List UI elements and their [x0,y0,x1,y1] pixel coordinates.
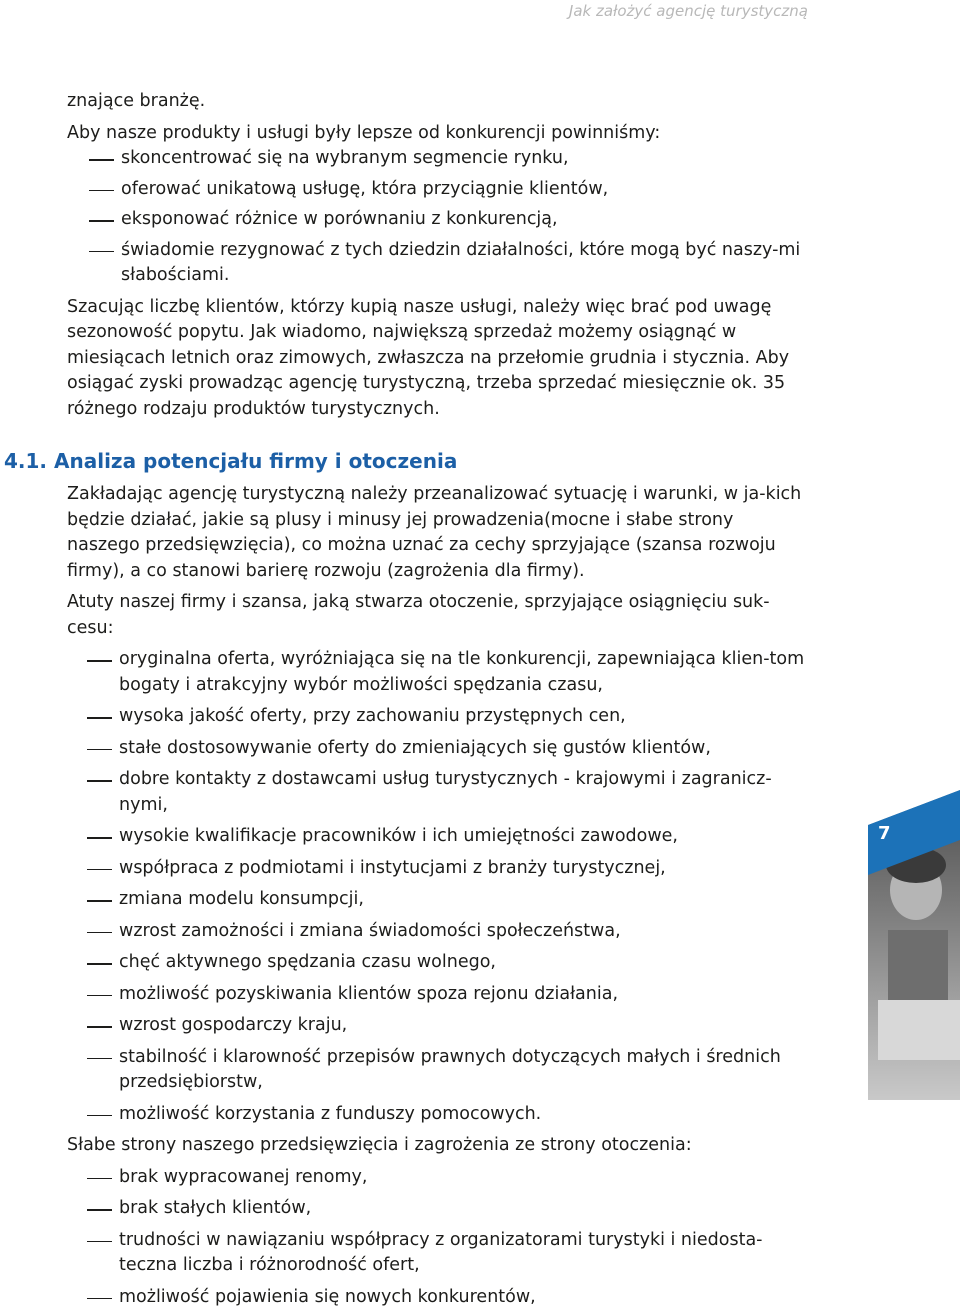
list-item: wzrost gospodarczy kraju, [93,1013,809,1039]
intro-list [64,146,809,289]
list-item: wysokie kwalifikacje pracowników i ich umiejętności zawodowe, [93,824,809,850]
list-item: chęć aktywnego spędzania czasu wolnego, [93,950,809,976]
weaknesses-lead: Słabe strony naszego przedsięwzięcia i zagrożenia ze strony otoczenia: [67,1135,692,1155]
weaknesses-list [93,1165,809,1311]
section-heading [4,449,457,473]
list-item: oferować unikatową usługę, która przyciągnie klientów, [64,177,809,203]
section-body [67,482,809,1316]
section-title: Analiza potencjału firmy i otoczenia [54,449,458,473]
intro-paragraph: Szacując liczbę klientów, którzy kupią nasze usługi, należy więc brać pod uwagę sezonowość popytu. Jak wiadomo, największą sprzedaż możemy osiągnąć w miesiącach letnich oraz zimowych, zwłaszcza na przełomie grudnia i stycznia. Aby osiągać zyski prowadząc agencję turystyczną, trzeba sprzedać miesięcznie ok. 35 różnego rodzaju produktów turystycznych. [67,296,790,419]
list-item: brak wypracowanej renomy, [93,1165,809,1191]
list-item: oryginalna oferta, wyróżniająca się na tle konkurencji, zapewniająca klien-tom bogaty i atrakcyjny wybór możliwości spędzania czasu, [93,647,809,698]
section-paragraph: Zakładając agencję turystyczną należy przeanalizować sytuację i warunki, w ja-kich będzie działać, jakie są plusy i minusy jej prowadzenia(mocne i słabe strony naszego przedsięwzięcia), co można uznać za cechy sprzyjające (szansa rozwoju firmy), a co stanowi barierę rozwoju (zagrożenia dla firmy). [67,484,802,581]
list-item: wzrost zamożności i zmiana świadomości społeczeństwa, [93,919,809,945]
list-item: możliwość pozyskiwania klientów spoza rejonu działania, [93,982,809,1008]
list-item: trudności w nawiązaniu współpracy z organizatorami turystyki i niedosta-teczna liczba i różnorodność ofert, [93,1228,809,1279]
photo-table-shape [878,1000,960,1060]
running-header: Jak założyć agencję turystyczną [568,2,808,20]
photo-body-shape [888,930,948,1000]
intro-block [67,89,809,422]
list-item: wysoka jakość oferty, przy zachowaniu przystępnych cen, [93,704,809,730]
list-item: brak stałych klientów, [93,1196,809,1222]
list-item: świadomie rezygnować z tych dziedzin działalności, które mogą być naszy-mi słabościami. [64,238,809,289]
photo-tab-graphic [848,770,960,1100]
section-number: 4.1. [4,449,48,473]
list-item: eksponować różnice w porównaniu z konkurencją, [64,207,809,233]
list-item: możliwość korzystania z funduszy pomocowych. [93,1102,809,1128]
strengths-lead: Atuty naszej firmy i szansa, jaką stwarza otoczenie, sprzyjające osiągnięciu suk-cesu: [67,592,770,638]
list-item: skoncentrować się na wybranym segmencie rynku, [64,146,809,172]
strengths-list [93,647,809,1127]
list-item: możliwość pojawienia się nowych konkurentów, [93,1285,809,1311]
side-photo-tab [848,770,960,1100]
list-item: zmiana modelu konsumpcji, [93,887,809,913]
page-number: 7 [878,823,891,844]
intro-lead: Aby nasze produkty i usługi były lepsze od konkurencji powinniśmy: [67,122,661,143]
list-item: stabilność i klarowność przepisów prawnych dotyczących małych i średnich przedsiębiorstw, [93,1045,809,1096]
list-item: dobre kontakty z dostawcami usług turystycznych - krajowymi i zagranicz-nymi, [93,767,809,818]
list-item: współpraca z podmiotami i instytucjami z branży turystycznej, [93,856,809,882]
list-item: stałe dostosowywanie oferty do zmieniających się gustów klientów, [93,736,809,762]
continuation-text: znające branżę. [67,91,206,111]
